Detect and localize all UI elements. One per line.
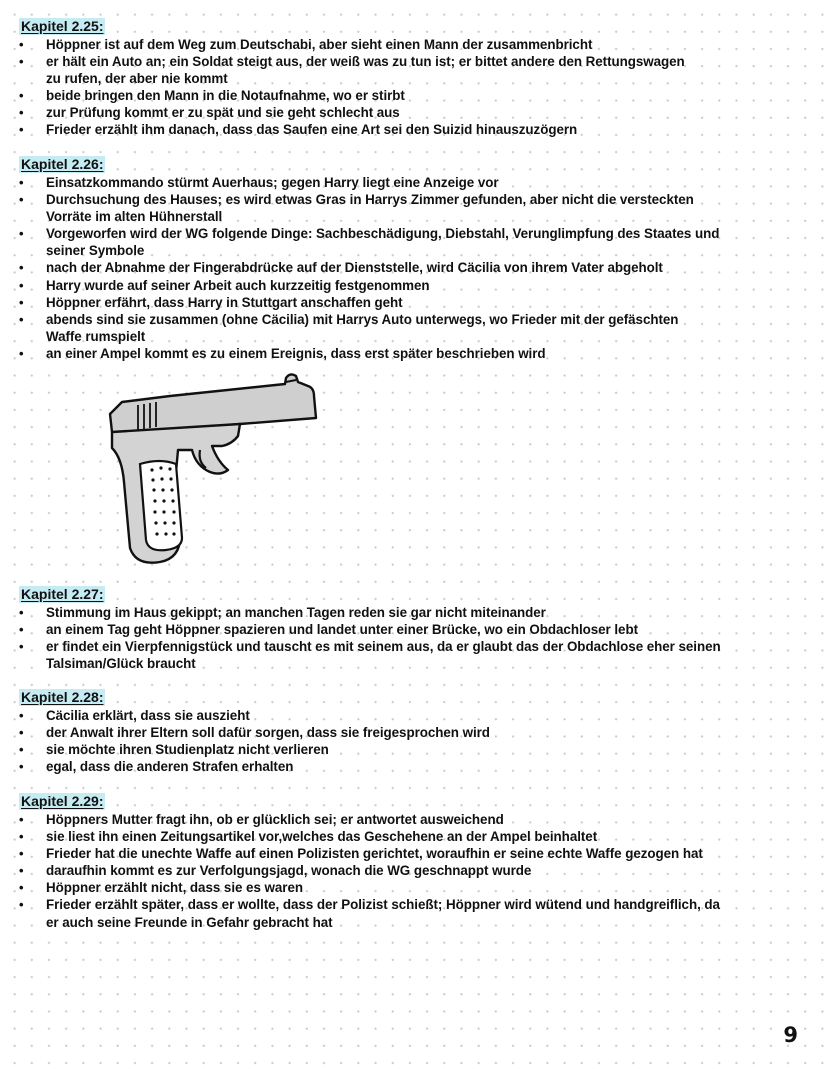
list-item: • abends sind sie zusammen (ohne Cäcilia) mit Harrys Auto unterwegs, wo Frieder mit der gefäschten Waffe rumspielt	[18, 311, 711, 345]
list-item: • der Anwalt ihrer Eltern soll dafür sorgen, dass sie freigesprochen wird	[18, 724, 818, 741]
list-item: • er hält ein Auto an; ein Soldat steigt aus, der weiß was zu tun ist; er bittet andere den Rettungswagen zu rufen, der aber nie kommt	[18, 53, 686, 87]
section-heading: Kapitel 2.28:	[21, 689, 104, 705]
section-kapitel-2-29	[18, 793, 818, 931]
section-heading: Kapitel 2.25:	[21, 18, 104, 34]
list-item: • an einer Ampel kommt es zu einem Ereignis, dass erst später beschrieben wird	[18, 345, 818, 362]
bullet-list	[18, 707, 818, 775]
section-kapitel-2-27	[18, 586, 818, 672]
bullet-list	[18, 604, 818, 672]
list-item: • Höppners Mutter fragt ihn, ob er glücklich sei; er antwortet ausweichend	[18, 811, 818, 828]
list-item: • zur Prüfung kommt er zu spät und sie geht schlecht aus	[18, 104, 818, 121]
page-number: 9	[783, 1023, 798, 1047]
list-item: • egal, dass die anderen Strafen erhalten	[18, 758, 818, 775]
list-item: • Durchsuchung des Hauses; es wird etwas Gras in Harrys Zimmer gefunden, aber nicht die versteckten Vorräte im alten Hühnerstall	[18, 191, 726, 225]
section-kapitel-2-28	[18, 689, 818, 775]
list-item: • Stimmung im Haus gekippt; an manchen Tagen reden sie gar nicht miteinander	[18, 604, 818, 621]
list-item: • Frieder erzählt ihm danach, dass das Saufen eine Art sei den Suizid hinauszuzögern	[18, 121, 818, 138]
bullet-list	[18, 811, 818, 931]
section-heading: Kapitel 2.26:	[21, 156, 104, 172]
list-item: • Höppner ist auf dem Weg zum Deutschabi, aber sieht einen Mann der zusammenbricht	[18, 36, 818, 53]
list-item: • sie liest ihn einen Zeitungsartikel vor,welches das Geschehene an der Ampel beinhaltet	[18, 828, 818, 845]
list-item: • Frieder erzählt später, dass er wollte, dass der Polizist schießt; Höppner wird wütend und handgreiflich, da er auch seine Freunde in Gefahr gebracht hat	[18, 896, 736, 930]
pistol-icon	[100, 372, 328, 568]
section-kapitel-2-26	[18, 156, 818, 362]
list-item: • an einem Tag geht Höppner spazieren und landet unter einer Brücke, wo ein Obdachloser lebt	[18, 621, 818, 638]
bullet-list	[18, 174, 818, 362]
list-item: • sie möchte ihren Studienplatz nicht verlieren	[18, 741, 818, 758]
section-kapitel-2-25	[18, 18, 818, 139]
section-heading: Kapitel 2.29:	[21, 793, 104, 809]
list-item: • Vorgeworfen wird der WG folgende Dinge: Sachbeschädigung, Diebstahl, Verunglimpfung des Staates und seiner Symbole	[18, 225, 756, 259]
list-item: • Höppner erzählt nicht, dass sie es waren	[18, 879, 818, 896]
list-item: • Höppner erfährt, dass Harry in Stuttgart anschaffen geht	[18, 294, 818, 311]
list-item: • beide bringen den Mann in die Notaufnahme, wo er stirbt	[18, 87, 818, 104]
list-item: • er findet ein Vierpfennigstück und tauscht es mit seinem aus, da er glaubt das der Obdachlose eher seinen Talsiman/Glück braucht	[18, 638, 801, 672]
list-item: • Cäcilia erklärt, dass sie auszieht	[18, 707, 818, 724]
list-item: • nach der Abnahme der Fingerabdrücke auf der Dienststelle, wird Cäcilia von ihrem Vater abgeholt	[18, 259, 818, 276]
list-item: • Einsatzkommando stürmt Auerhaus; gegen Harry liegt eine Anzeige vor	[18, 174, 818, 191]
section-heading: Kapitel 2.27:	[21, 586, 104, 602]
list-item: • Frieder hat die unechte Waffe auf einen Polizisten gerichtet, woraufhin er seine echte Waffe gezogen hat	[18, 845, 746, 862]
bullet-list	[18, 36, 818, 139]
list-item: • daraufhin kommt es zur Verfolgungsjagd, wonach die WG geschnappt wurde	[18, 862, 818, 879]
list-item: • Harry wurde auf seiner Arbeit auch kurzzeitig festgenommen	[18, 277, 818, 294]
